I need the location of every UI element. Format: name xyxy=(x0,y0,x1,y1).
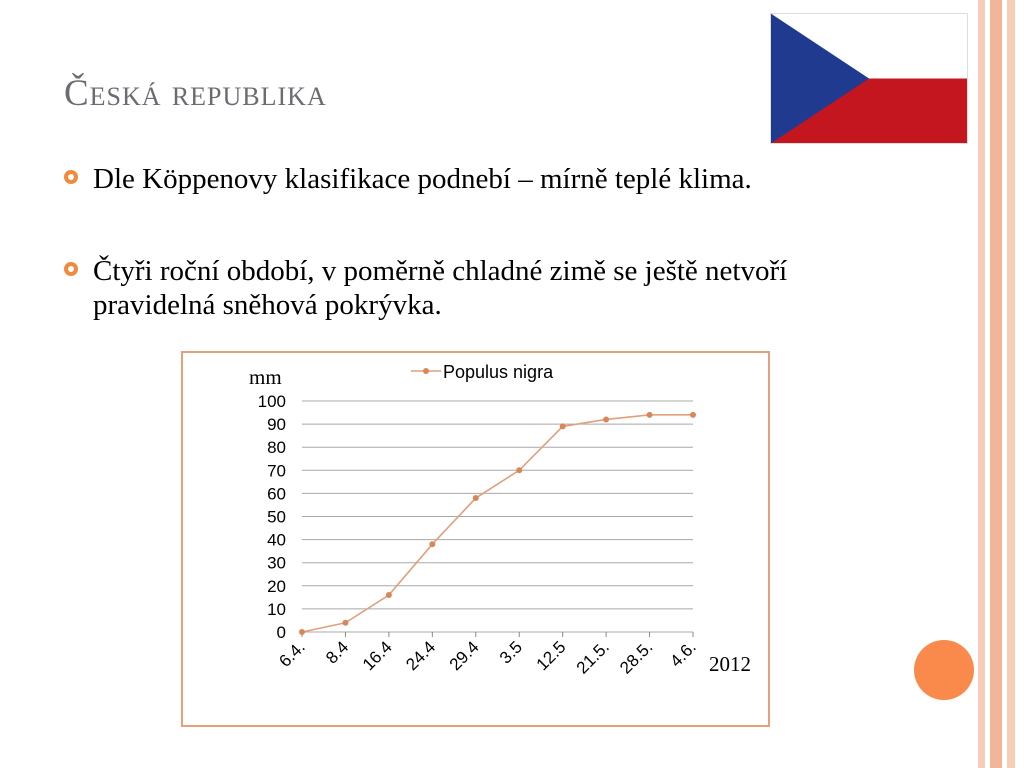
bullet-1 xyxy=(64,162,864,196)
decor-stripe-1 xyxy=(978,0,985,768)
bullet-2 xyxy=(64,254,864,322)
data-point xyxy=(560,423,566,429)
y-tick-label: 80 xyxy=(267,438,286,458)
y-tick-label: 40 xyxy=(267,530,286,550)
x-tick-label: 3.5 xyxy=(495,637,527,668)
data-point xyxy=(690,412,696,418)
y-tick-label: 60 xyxy=(267,484,286,504)
data-point xyxy=(342,620,348,626)
y-tick-label: 90 xyxy=(267,415,286,435)
legend-label: Populus nigra xyxy=(443,362,554,382)
bullet-text: Dle Köppenovy klasifikace podnebí – mírně teplé klima. xyxy=(93,163,752,195)
czech-flag xyxy=(770,13,968,144)
decor-stripe-2 xyxy=(990,0,1002,768)
x-tick-label: 16.4 xyxy=(358,637,396,675)
data-point xyxy=(603,416,609,422)
slide-title: Česká republika xyxy=(64,73,327,114)
x-tick-label: 29.4 xyxy=(445,637,483,675)
y-tick-label: 0 xyxy=(276,623,286,642)
data-point xyxy=(647,412,653,418)
x-tick-label: 24.4 xyxy=(402,637,440,675)
legend-marker xyxy=(423,368,429,374)
data-point xyxy=(386,592,392,598)
y-axis-unit-label: mm xyxy=(249,365,282,389)
decor-circle xyxy=(914,640,974,700)
bullet-text: Čtyři roční období, v poměrně chladné zimě se ještě netvoří pravidelná sněhová pokrývka. xyxy=(93,255,788,321)
data-point xyxy=(516,467,522,473)
x-tick-label: 21.5. xyxy=(572,637,613,678)
y-tick-label: 20 xyxy=(267,576,286,596)
y-tick-label: 10 xyxy=(267,599,286,619)
x-tick-label: 12.5 xyxy=(532,637,570,675)
y-tick-label: 70 xyxy=(267,461,286,481)
year-label: 2012 xyxy=(709,652,751,676)
chart xyxy=(183,353,772,729)
y-tick-label: 50 xyxy=(267,507,286,527)
y-tick-label: 30 xyxy=(267,553,286,573)
x-tick-label: 4.6. xyxy=(666,637,700,671)
bullet-marker xyxy=(64,170,78,184)
x-tick-label: 6.4. xyxy=(275,637,309,671)
chart-frame xyxy=(181,351,770,727)
x-tick-label: 28.5. xyxy=(616,637,657,678)
data-point xyxy=(429,541,435,547)
x-tick-label: 8.4 xyxy=(322,637,353,668)
bullet-marker xyxy=(64,262,78,276)
data-point xyxy=(299,629,305,635)
decor-stripe-3 xyxy=(1007,0,1015,768)
y-tick-label: 100 xyxy=(257,392,286,411)
data-point xyxy=(473,495,479,501)
